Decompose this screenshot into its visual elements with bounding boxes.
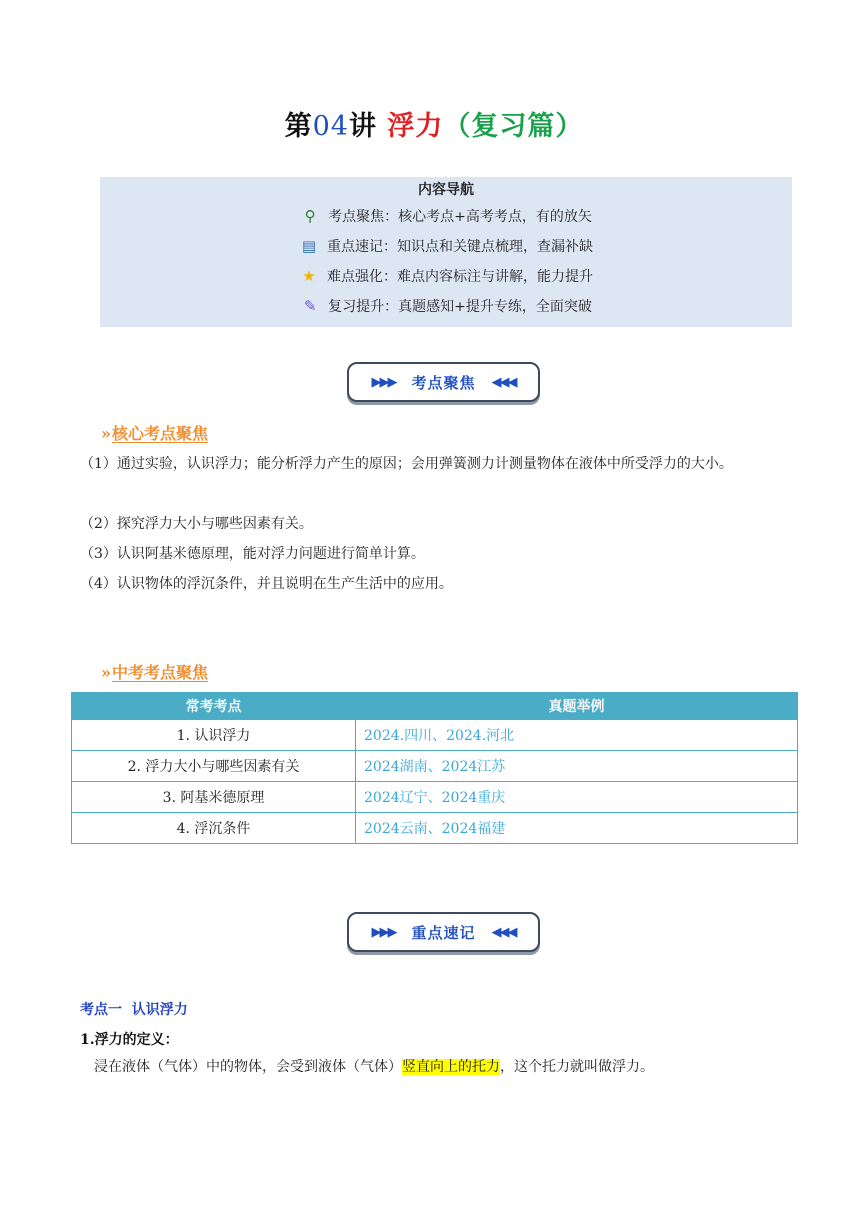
arrows-left-icon: ◀◀◀ <box>491 924 516 940</box>
table-row: 4. 浮沉条件 2024云南、2024福建 <box>72 813 798 844</box>
nav-item-review: ✎ 复习提升：真题感知+提升专练，全面突破 <box>100 291 792 321</box>
definition-text: 浸在液体（气体）中的物体，会受到液体（气体）竖直向上的托力，这个托力就叫做浮力。 <box>94 1059 654 1075</box>
star-icon: ★ <box>302 267 316 285</box>
arrows-right-icon: ▶▶▶ <box>371 924 396 940</box>
core-item-2: （2）探究浮力大小与哪些因素有关。 <box>80 516 313 532</box>
core-item-1: （1）通过实验，认识浮力；能分析浮力产生的原因；会用弹簧测力计测量物体在液体中所受浮力的大小。 <box>80 456 733 472</box>
section-banner-notes: ▶▶▶ 重点速记 ◀◀◀ <box>347 912 540 952</box>
exam-points-table <box>71 692 798 844</box>
nav-item-notes: ▤ 重点速记：知识点和关键点梳理，查漏补缺 <box>100 231 792 261</box>
note-icon: ✎ <box>303 297 317 315</box>
core-item-4: （4）认识物体的浮沉条件，并且说明在生产生活中的应用。 <box>80 576 453 592</box>
arrows-left-icon: ◀◀◀ <box>491 374 516 390</box>
column-header-examples: 真题举例 <box>356 693 798 720</box>
nav-item-difficulty: ★ 难点强化：难点内容标注与讲解，能力提升 <box>100 261 792 291</box>
point-title: 考点一 认识浮力 <box>80 1002 188 1018</box>
map-pin-icon: ⚲ <box>304 207 316 225</box>
core-heading: »核心考点聚焦 <box>101 424 209 443</box>
highlighted-term: 竖直向上的托力 <box>402 1059 500 1075</box>
nav-item-focus: ⚲ 考点聚焦：核心考点+高考考点，有的放矢 <box>100 201 792 231</box>
content-navigation <box>100 177 792 327</box>
table-header-row <box>72 693 798 720</box>
arrows-right-icon: ▶▶▶ <box>371 374 396 390</box>
book-icon: ▤ <box>301 237 317 255</box>
definition-title: 1.浮力的定义： <box>80 1032 179 1048</box>
chevron-icon: » <box>101 663 111 682</box>
chevron-icon: » <box>101 424 111 443</box>
table-row: 1. 认识浮力 2024.四川、2024.河北 <box>72 720 798 751</box>
core-item-3: （3）认识阿基米德原理，能对浮力问题进行简单计算。 <box>80 546 425 562</box>
page-title: 第04讲 浮力（复习篇） <box>284 111 584 142</box>
table-row: 2. 浮力大小与哪些因素有关 2024湖南、2024江苏 <box>72 751 798 782</box>
table-row: 3. 阿基米德原理 2024辽宁、2024重庆 <box>72 782 798 813</box>
section-banner-focus: ▶▶▶ 考点聚焦 ◀◀◀ <box>347 362 540 402</box>
exam-heading: »中考考点聚焦 <box>101 663 209 682</box>
nav-heading: 内容导航 <box>418 182 474 198</box>
column-header-points: 常考考点 <box>72 693 356 720</box>
